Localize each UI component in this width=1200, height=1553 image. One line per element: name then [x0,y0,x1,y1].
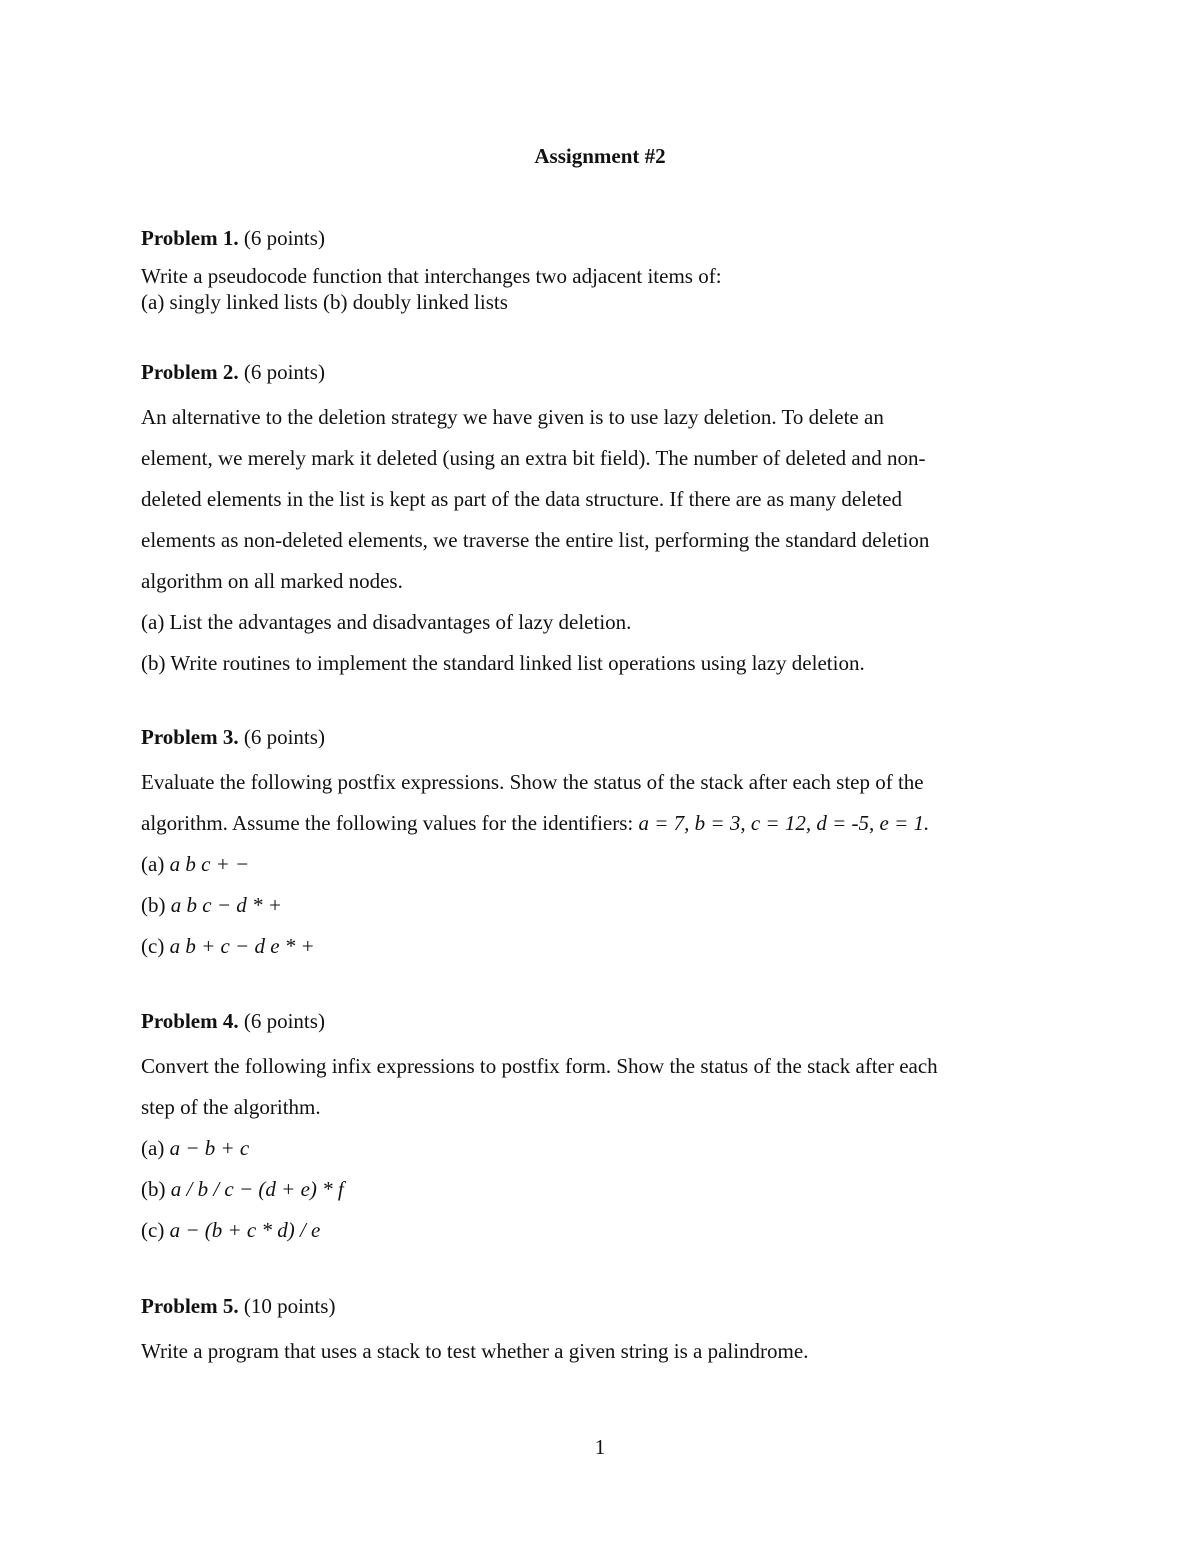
item-label: (a) [141,1136,170,1160]
expression-item [141,1169,1051,1210]
assume-text: algorithm. Assume the following values for the identifiers: [141,811,639,835]
problem-points: (10 points) [243,1294,336,1318]
page-number: 1 [594,1435,606,1459]
problem-text-line: step of the algorithm. [141,1095,321,1119]
infix-expression: a − (b + c * d) / e [169,1218,321,1242]
problem-text-line: algorithm on all marked nodes. [141,569,403,593]
problem-text-line: Convert the following infix expressions to postfix form. Show the status of the stack after each [141,1054,938,1078]
problem-heading [141,1291,1051,1321]
problem-text-line: An alternative to the deletion strategy we have given is to use lazy deletion. To delete an [141,405,884,429]
problem-text-line: Evaluate the following postfix expressions. Show the status of the stack after each step of the [141,770,924,794]
problem-heading [141,223,1051,253]
expression-item [141,885,1051,926]
problem-text-line: element, we merely mark it deleted (using an extra bit field). The number of deleted and non- [141,446,926,470]
problem-number: Problem 1. [141,226,239,250]
problem-points: (6 points) [243,1009,325,1033]
item-label: (b) [141,893,171,917]
problem-text-line: Write a program that uses a stack to test whether a given string is a palindrome. [141,1339,809,1363]
problem-number: Problem 4. [141,1009,239,1033]
problem-points: (6 points) [243,226,325,250]
infix-expression: a / b / c − (d + e) * f [170,1177,344,1201]
item-label: (a) [141,852,170,876]
item-label: (b) [141,1177,171,1201]
expression-item [141,1210,1051,1251]
problem-number: Problem 5. [141,1294,239,1318]
item-label: (c) [141,1218,170,1242]
problem-2 [141,357,1051,684]
postfix-expression: a b c − d * + [170,893,282,917]
problem-text-line: Write a pseudocode function that interchanges two adjacent items of: [141,264,722,288]
problem-heading [141,722,1051,752]
expression-item [141,844,1051,885]
problem-points: (6 points) [243,725,325,749]
identifier-values: a = 7, b = 3, c = 12, d = -5, e = 1. [638,811,930,835]
postfix-expression: a b + c − d e * + [169,934,315,958]
problem-text-line [141,803,1051,844]
problem-heading [141,357,1051,387]
infix-expression: a − b + c [169,1136,250,1160]
postfix-expression: a b c + − [169,852,250,876]
problem-5 [141,1291,1051,1372]
problem-4 [141,1006,1051,1251]
problem-heading [141,1006,1051,1036]
problem-text-line: elements as non-deleted elements, we traverse the entire list, performing the standard deletion [141,528,930,552]
problem-text-line: (a) singly linked lists (b) doubly linked lists [141,290,508,314]
document-title: Assignment #2 [534,144,666,168]
problem-text-line: (a) List the advantages and disadvantages of lazy deletion. [141,610,632,634]
problem-number: Problem 3. [141,725,239,749]
expression-item [141,926,1051,967]
problem-points: (6 points) [243,360,325,384]
problem-3 [141,722,1051,967]
item-label: (c) [141,934,170,958]
problem-text-line: (b) Write routines to implement the standard linked list operations using lazy deletion. [141,651,865,675]
expression-item [141,1128,1051,1169]
problem-text-line: deleted elements in the list is kept as part of the data structure. If there are as many deleted [141,487,902,511]
problem-1 [141,223,1051,315]
problem-number: Problem 2. [141,360,239,384]
